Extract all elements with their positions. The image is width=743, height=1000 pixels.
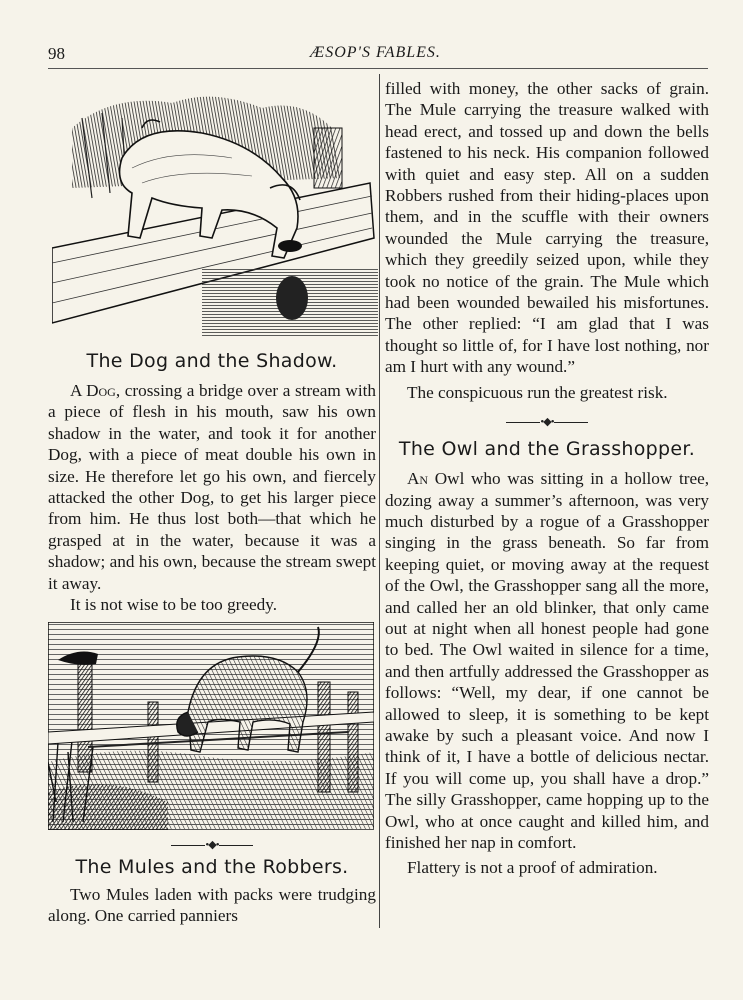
ornament-divider: •◆• [48, 838, 376, 851]
fable-moral: It is not wise to be too greedy. [70, 595, 278, 615]
dog-on-fence-engraving-icon [48, 622, 374, 830]
paragraph-text: crossing a bridge over a stream with a piece of flesh in his mouth, saw his own shadow in the water, and took it for another Dog, with a piece of meat double his own in size. He therefore let go his own, and fiercely attacked the other Dog, to get his larger piece from him. He thus lost both—that which he grasped at in the water, because it was a shadow; and his own, because the stream swept it away. [48, 381, 376, 593]
right-column [385, 78, 709, 879]
opening-word: A Dog, [70, 381, 121, 400]
fable-dog-and-shadow [48, 350, 376, 615]
fable-title: The Dog and the Shadow. [86, 350, 338, 372]
page-number: 98 [48, 44, 65, 63]
ornament-divider: •◆• [385, 415, 709, 428]
opening-word: An [407, 469, 429, 489]
fable-paragraph-continued: filled with money, the other sacks of grain. The Mule carrying the treasure walked with head erect, and tossed up and down the bells fastened to his neck. His companion followed with quiet and easy step. All on a sudden Robbers rushed from their hiding-places upon them, and in the scuffle with their owners wounded the Mule carrying the treasure, which they greedily seized upon, while they took no notice of the grain. The Mule which had been wounded bewailed his misfortunes. The other replied: “I am glad that I was thought so little of, for I have lost nothing, nor am I hurt with any wound.” [385, 79, 709, 377]
page-header [48, 40, 708, 70]
fable-moral: Flattery is not a proof of admiration. [407, 858, 658, 878]
fable-paragraph [48, 380, 376, 594]
paragraph-text: Owl who was sitting in a hollow tree, dozing away a summer’s afternoon, was very much disturbed by a rogue of a Grasshopper singing in the grass beneath. So far from keeping quiet, or moving away at the request of the Owl, the Grasshopper sang all the more, and called her an old blinker, that only came out at night when all honest people had gone to bed. The Owl waited in silence for a time, and then artfully addressed the Grasshopper as follows: “Well, my dear, if one cannot be allowed to sleep, it is something to be kept awake by such a pleasant voice. And now I think of it, I have a bottle of delicious nectar. If you will come up, you shall have a drop.” The silly Grasshopper, came hopping up to the Owl, who at once caught and killed him, and finished her nap in comfort. [385, 469, 710, 852]
fable-title: The Mules and the Robbers. [75, 856, 349, 878]
fable-paragraph [385, 468, 709, 853]
header-rule [48, 68, 708, 69]
fable-title: The Owl and the Grasshopper. [398, 438, 696, 461]
fable-paragraph-start: Two Mules laden with packs were trudging along. One carried panniers [48, 885, 376, 926]
column-divider [379, 74, 380, 928]
dog-on-bridge-engraving-icon [52, 88, 378, 338]
running-title: ÆSOP'S FABLES. [310, 44, 441, 61]
fable-mules-and-robbers [48, 856, 376, 927]
fable-moral: The conspicuous run the greatest risk. [407, 382, 668, 402]
